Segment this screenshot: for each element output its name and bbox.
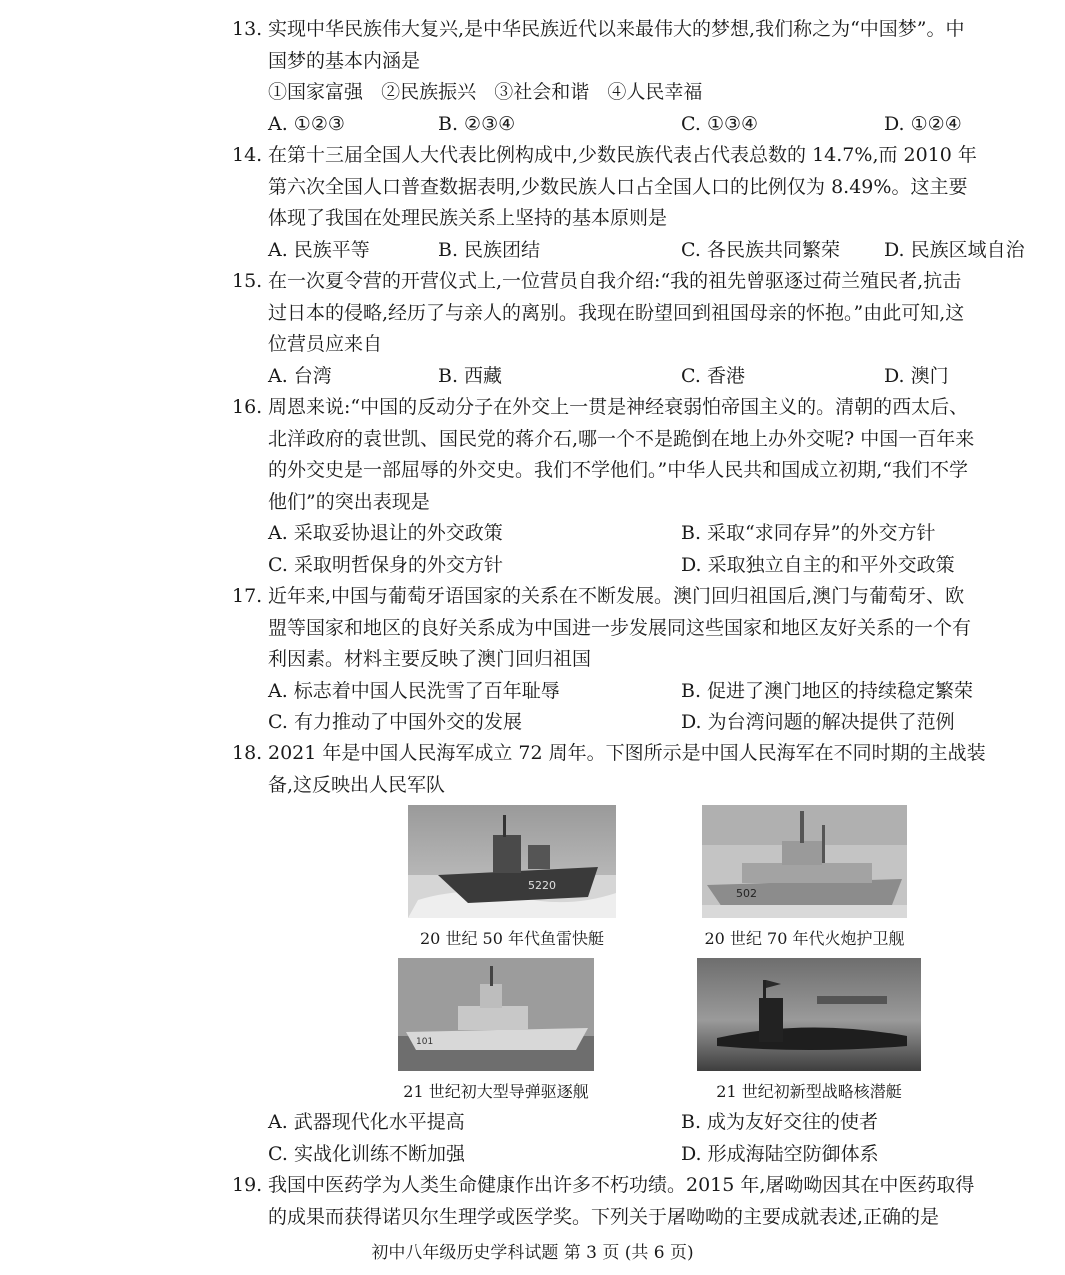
figure-torpedo-boat [398,805,626,949]
option-b: B. 西藏 [438,364,503,387]
options-row [268,1107,1047,1139]
question-text-line: 我国中医药学为人类生命健康作出许多不朽功绩。2015 年,屠呦呦因其在中医药取得 [268,1174,975,1196]
option-d: D. 采取独立自主的和平外交政策 [681,553,955,576]
question-19 [232,1170,1047,1233]
question-text-line: 位营员应来自 [268,333,383,355]
option-a: A. 采取妥协退让的外交政策 [268,522,503,544]
options-row [268,550,1047,582]
option-a: A. 民族平等 [268,238,370,261]
hull-number: 5220 [528,879,556,892]
question-number: 14. [232,144,263,166]
option-b: B. 民族团结 [438,238,541,261]
question-text-line: 第六次全国人口普查数据表明,少数民族人口占全国人口的比例仅为 8.49%。这主要 [268,175,968,198]
figure-destroyer [382,958,610,1102]
figure-caption: 21 世纪初大型导弹驱逐舰 [403,1082,589,1101]
option-b: B. 采取“求同存异”的外交方针 [681,522,936,544]
question-text-line: 盟等国家和地区的良好关系成为中国进一步发展同这些国家和地区友好关系的一个有 [268,616,972,639]
question-13 [232,14,1047,140]
question-18-options [232,1107,1047,1170]
question-text-line: 的外交史是一部屈辱的外交史。我们不学他们。”中华人民共和国成立初期,“我们不学 [268,459,968,481]
option-c: C. 实战化训练不断加强 [268,1142,465,1165]
question-text-line: 备,这反映出人民军队 [268,773,446,796]
figure-caption: 20 世纪 70 年代火炮护卫舰 [704,929,905,948]
question-14 [232,140,1047,266]
options-row [268,235,1047,267]
options-row [268,518,1047,550]
figure-caption: 21 世纪初新型战略核潜艇 [716,1082,902,1101]
question-15 [232,266,1047,392]
question-text-line: 北洋政府的袁世凯、国民党的蒋介石,哪一个不是跪倒在地上办外交呢? 中国一百年来 [268,427,975,450]
question-text-line: 实现中华民族伟大复兴,是中华民族近代以来最伟大的梦想,我们称之为“中国梦”。中 [268,18,965,40]
options-row [268,676,1047,708]
question-text-line: 利因素。材料主要反映了澳门回归祖国 [268,648,592,670]
question-items: ①国家富强 ②民族振兴 ③社会和谐 ④人民幸福 [268,81,703,103]
option-c: C. 香港 [681,364,745,387]
option-a: A. 台湾 [268,364,332,387]
figure-caption: 20 世纪 50 年代鱼雷快艇 [420,929,604,948]
option-c: C. 有力推动了中国外交的发展 [268,711,522,733]
hull-number: 101 [416,1037,434,1047]
options-row [268,361,1047,393]
options-row [268,1139,1047,1171]
figure-submarine [690,958,928,1102]
question-number: 18. [232,742,263,764]
option-d: D. 民族区域自治 [884,238,1025,261]
option-c: C. ①③④ [681,112,759,135]
option-d: D. 形成海陆空防御体系 [681,1142,879,1165]
torpedo-boat-photo [408,805,616,918]
hull-number: 502 [736,887,757,900]
option-d: D. 为台湾问题的解决提供了范例 [681,711,955,733]
option-c: C. 采取明哲保身的外交方针 [268,553,503,576]
option-a: A. 标志着中国人民洗雪了百年耻辱 [268,679,560,702]
question-number: 17. [232,585,263,607]
question-text-line: 体现了我国在处理民族关系上坚持的基本原则是 [268,207,668,229]
question-text-line: 2021 年是中国人民海军成立 72 周年。下图所示是中国人民海军在不同时期的主战装 [268,742,986,764]
question-number: 13. [232,18,263,40]
question-16 [232,392,1047,581]
option-b: B. ②③④ [438,112,516,135]
question-number: 15. [232,270,263,292]
question-text-line: 周恩来说:“中国的反动分子在外交上一贯是神经衰弱怕帝国主义的。清朝的西太后、 [268,396,969,418]
option-d: D. ①②④ [884,112,962,135]
question-number: 16. [232,396,263,418]
question-text-line: 的成果而获得诺贝尔生理学或医学奖。下列关于屠呦呦的主要成就表述,正确的是 [268,1205,940,1228]
option-b: B. 成为友好交往的使者 [681,1111,879,1133]
frigate-photo [702,805,907,918]
option-b: B. 促进了澳门地区的持续稳定繁荣 [681,679,974,702]
question-text-line: 近年来,中国与葡萄牙语国家的关系在不断发展。澳门回归祖国后,澳门与葡萄牙、欧 [268,585,965,607]
question-text-line: 在第十三届全国人大代表比例构成中,少数民族代表占代表总数的 14.7%,而 2010 年 [268,144,977,166]
option-d: D. 澳门 [884,364,949,387]
question-text-line: 国梦的基本内涵是 [268,49,421,72]
destroyer-photo [398,958,594,1071]
option-c: C. 各民族共同繁荣 [681,238,840,261]
question-text-line: 过日本的侵略,经历了与亲人的离别。我现在盼望回到祖国母亲的怀抱。”由此可知,这 [268,301,965,324]
question-number: 19. [232,1174,263,1196]
options-row [268,109,1047,141]
question-text-line: 他们”的突出表现是 [268,490,430,513]
option-a: A. ①②③ [268,112,345,135]
submarine-photo [697,958,921,1071]
question-17 [232,581,1047,739]
page-footer: 初中八年级历史学科试题 第 3 页 (共 6 页) [371,1243,694,1263]
question-18 [232,738,1047,801]
options-row [268,707,1047,739]
figure-frigate [692,805,917,949]
question-text-line: 在一次夏令营的开营仪式上,一位营员自我介绍:“我的祖先曾驱逐过荷兰殖民者,抗击 [268,270,962,292]
option-a: A. 武器现代化水平提高 [268,1111,465,1133]
